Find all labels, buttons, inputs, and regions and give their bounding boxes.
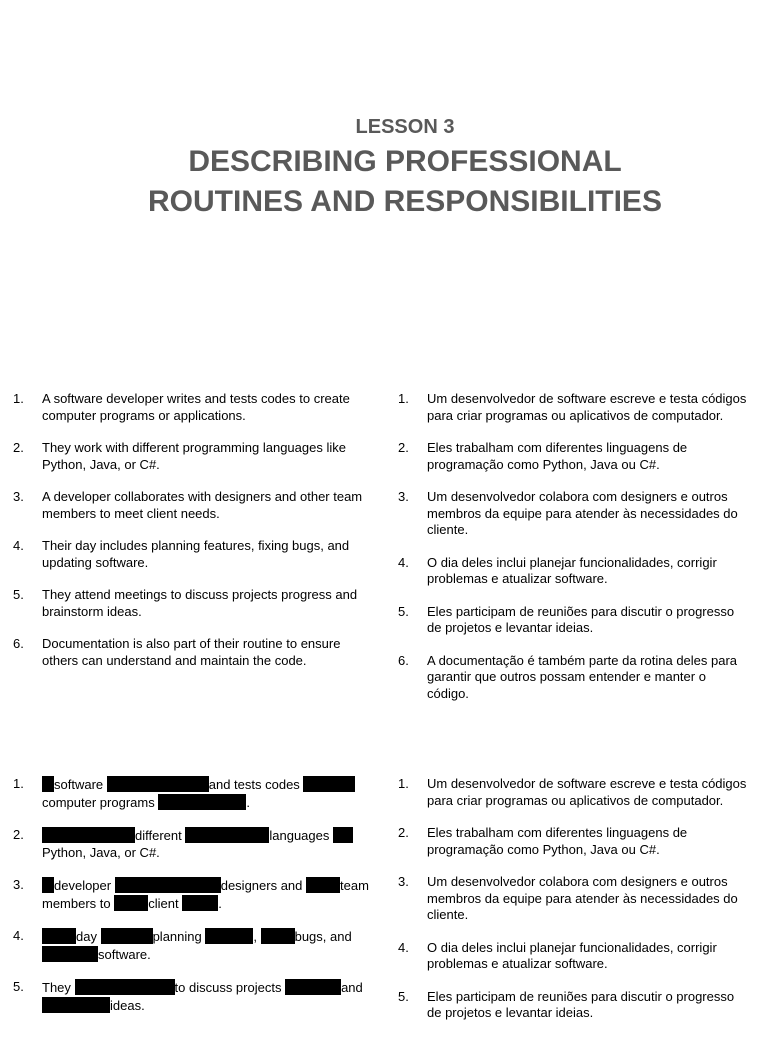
list-item: [13, 827, 385, 861]
list-item: [398, 604, 768, 637]
title-line-2: ROUTINES AND RESPONSIBILITIES: [148, 185, 662, 218]
item-line: [42, 928, 385, 946]
item-line: membros da equipe para atender às necessidades do: [427, 890, 738, 906]
item-line: para criar programas ou aplicativos de computador.: [427, 407, 724, 423]
item-text: [427, 489, 768, 539]
item-number: 3.: [13, 489, 24, 504]
item-line: [42, 997, 385, 1015]
item-number: 4.: [13, 928, 24, 943]
item-text: [427, 989, 768, 1022]
item-number: 4.: [398, 939, 409, 955]
redaction-bar: [205, 928, 253, 944]
item-line: Eles trabalham com diferentes linguagens de: [427, 440, 688, 455]
item-line: programação como Python, Java ou C#.: [427, 456, 660, 472]
item-line: O dia deles inclui planejar funcionalidades, corrigir: [427, 554, 717, 570]
item-text-segment: day: [76, 929, 101, 944]
item-text-segment: and: [341, 980, 363, 995]
item-text: [427, 391, 768, 424]
item-number: 4.: [398, 554, 409, 570]
item-number: 2.: [398, 440, 409, 455]
item-text: [427, 940, 768, 973]
redaction-bar: [303, 776, 355, 792]
item-number: 5.: [13, 587, 24, 602]
item-text: [42, 538, 385, 571]
item-line: others can understand and maintain the code.: [42, 652, 307, 668]
redaction-bar: [75, 979, 175, 995]
item-text-segment: They: [42, 980, 75, 995]
item-text-segment: ,: [253, 929, 261, 944]
item-line: [42, 827, 385, 845]
item-number: 5.: [398, 603, 409, 619]
item-number: 4.: [13, 538, 24, 553]
title-line-1: DESCRIBING PROFESSIONAL: [188, 145, 622, 178]
item-text-segment: Python, Java, or C#.: [42, 844, 160, 860]
list-item: [398, 874, 768, 924]
redaction-bar: [42, 776, 54, 792]
item-line: membros da equipe para atender às necessidades do: [427, 505, 738, 521]
item-line: garantir que outros possam entender e manter o: [427, 669, 706, 684]
item-number: 2.: [13, 440, 24, 455]
item-line: Python, Java, or C#.: [42, 456, 160, 472]
item-text: [427, 825, 768, 858]
item-number: 3.: [398, 489, 409, 504]
redaction-bar: [42, 997, 110, 1013]
item-text: [42, 776, 385, 811]
item-text-segment: bugs, and: [294, 929, 352, 944]
list-item: [13, 391, 385, 424]
list-item: [13, 776, 385, 811]
item-number: 1.: [398, 391, 409, 406]
redaction-bar: [185, 827, 269, 843]
item-number: 1.: [398, 776, 409, 791]
item-line: They work with different programming languages like: [42, 440, 346, 455]
item-line: Eles participam de reuniões para discutir o progresso: [427, 988, 735, 1004]
item-text: [427, 776, 768, 809]
item-number: 3.: [13, 877, 24, 892]
item-line: problemas e atualizar software.: [427, 571, 608, 586]
item-line: Eles participam de reuniões para discutir o progresso: [427, 603, 735, 619]
redaction-bar: [182, 895, 218, 911]
item-line: Um desenvolvedor colabora com designers e outros: [427, 489, 728, 504]
item-line: Their day includes planning features, fixing bugs, and: [42, 538, 350, 553]
item-text: [42, 587, 385, 620]
item-line: [42, 979, 385, 997]
item-text: [427, 604, 768, 637]
list-item: [398, 776, 768, 809]
item-line: members to meet client needs.: [42, 505, 220, 521]
item-line: [42, 776, 385, 794]
item-text: [42, 440, 385, 473]
list-item: [398, 391, 768, 424]
list-item: [398, 825, 768, 858]
item-line: A documentação é também parte da rotina deles para: [427, 652, 738, 668]
item-text-segment: .: [218, 895, 222, 911]
redaction-bar: [42, 946, 98, 962]
list-item: [398, 440, 768, 473]
redaction-bar: [333, 827, 353, 843]
item-line: código.: [427, 685, 469, 701]
list-item: [13, 538, 385, 571]
item-text-segment: different: [135, 828, 186, 843]
redaction-bar: [42, 928, 76, 944]
item-text: [42, 979, 385, 1014]
item-text-segment: software: [54, 777, 107, 792]
item-line: programação como Python, Java ou C#.: [427, 841, 660, 857]
item-text-segment: software.: [98, 946, 151, 962]
list-item: [13, 440, 385, 473]
item-text: [427, 874, 768, 924]
item-text-segment: computer programs: [42, 794, 159, 810]
item-number: 2.: [13, 827, 24, 842]
item-line: Um desenvolvedor de software escreve e testa códigos: [427, 776, 747, 791]
lesson-label: LESSON 3: [355, 116, 455, 138]
list-item: [13, 636, 385, 669]
redaction-bar: [285, 979, 341, 995]
item-line: [42, 895, 385, 913]
item-line: Um desenvolvedor de software escreve e testa códigos: [427, 391, 747, 406]
item-text-segment: .: [246, 794, 250, 810]
item-line: de projetos e levantar ideias.: [427, 620, 594, 635]
item-number: 6.: [398, 652, 409, 668]
list-item: [13, 928, 385, 963]
item-line: A developer collaborates with designers and other team: [42, 489, 363, 504]
item-text-segment: client: [148, 895, 183, 911]
item-line: cliente.: [427, 522, 469, 537]
item-text: [427, 653, 768, 703]
item-text-segment: to discuss projects: [174, 980, 286, 995]
item-number: 1.: [13, 776, 24, 791]
item-line: computer programs or applications.: [42, 407, 246, 423]
redaction-bar: [261, 928, 295, 944]
portuguese-translation-list: [398, 391, 768, 718]
item-line: para criar programas ou aplicativos de computador.: [427, 792, 724, 808]
portuguese-translation-list-2: [398, 776, 768, 1038]
list-item: [398, 653, 768, 703]
item-text-segment: ideas.: [110, 997, 145, 1013]
list-item: [398, 989, 768, 1022]
item-line: Eles trabalham com diferentes linguagens de: [427, 825, 688, 840]
item-text-segment: and tests codes: [208, 777, 304, 792]
item-text-segment: languages: [269, 828, 333, 843]
item-line: [42, 794, 385, 812]
item-line: [42, 946, 385, 964]
list-item: [13, 587, 385, 620]
item-text: [427, 440, 768, 473]
item-number: 1.: [13, 391, 24, 406]
item-number: 2.: [398, 825, 409, 840]
item-line: They attend meetings to discuss projects progress and: [42, 587, 358, 602]
english-gapped-exercise-list: [13, 776, 385, 1030]
item-number: 6.: [13, 636, 24, 651]
redaction-bar: [158, 794, 246, 810]
list-item: [398, 940, 768, 973]
redaction-bar: [107, 776, 209, 792]
item-number: 3.: [398, 874, 409, 889]
item-text: [42, 827, 385, 861]
item-text-segment: members to: [42, 895, 115, 911]
page-title: [0, 142, 768, 222]
item-line: de projetos e levantar ideias.: [427, 1005, 594, 1020]
item-text-segment: designers and: [220, 878, 306, 893]
item-line: Um desenvolvedor colabora com designers e outros: [427, 874, 728, 889]
item-number: 5.: [398, 988, 409, 1004]
redaction-bar: [42, 827, 135, 843]
item-text: [42, 877, 385, 912]
item-line: updating software.: [42, 554, 149, 570]
english-sentences-list: [13, 391, 385, 685]
redaction-bar: [114, 895, 148, 911]
item-text-segment: developer: [54, 878, 115, 893]
item-text-segment: planning: [152, 929, 206, 944]
redaction-bar: [101, 928, 153, 944]
item-line: A software developer writes and tests codes to create: [42, 391, 350, 406]
list-item: [398, 555, 768, 588]
item-text-segment: team: [340, 878, 369, 893]
item-text: [427, 555, 768, 588]
item-number: 5.: [13, 979, 24, 994]
list-item: [13, 979, 385, 1014]
item-line: [42, 845, 385, 862]
redaction-bar: [306, 877, 340, 893]
item-line: problemas e atualizar software.: [427, 956, 608, 971]
list-item: [13, 877, 385, 912]
list-item: [398, 489, 768, 539]
item-line: brainstorm ideas.: [42, 603, 142, 619]
item-text: [42, 928, 385, 963]
list-item: [13, 489, 385, 522]
item-line: [42, 877, 385, 895]
redaction-bar: [42, 877, 54, 893]
item-line: cliente.: [427, 907, 469, 922]
item-line: O dia deles inclui planejar funcionalidades, corrigir: [427, 939, 717, 955]
redaction-bar: [115, 877, 221, 893]
item-text: [42, 489, 385, 522]
item-line: Documentation is also part of their routine to ensure: [42, 636, 341, 651]
item-text: [42, 391, 385, 424]
item-text: [42, 636, 385, 669]
